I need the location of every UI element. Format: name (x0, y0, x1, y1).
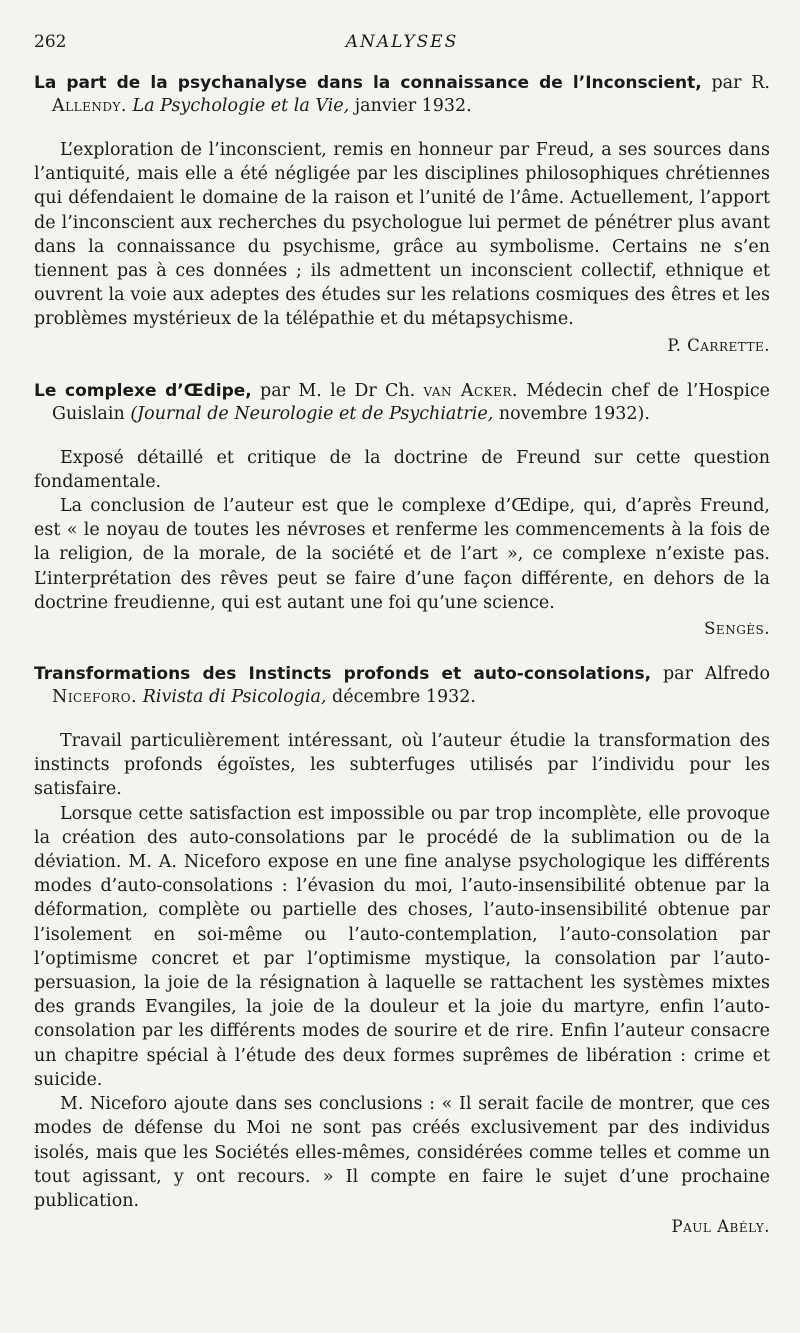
review-title: Le complexe d’Œdipe, (34, 380, 252, 401)
author-initial: R. (751, 73, 770, 93)
review-signature: Paul Abély. (671, 1217, 770, 1237)
review-signature: Sengès. (704, 619, 770, 639)
review-source: La Psychologie et la Vie, (132, 96, 350, 116)
review-paragraph: Travail particulièrement intéressant, où l’auteur étudie la transformation des instincts profonds égoïstes, les subterfuges utilisés par l’individu pour les satisfaire. (34, 731, 770, 800)
review-date: janvier 1932. (354, 96, 472, 116)
review-date: décembre 1932. (332, 687, 476, 708)
review-source: Rivista di Psicologia, (142, 687, 327, 708)
review-by: par (711, 73, 742, 93)
review-signature: P. Carrette. (667, 335, 770, 355)
author-name: Allendy. (52, 96, 127, 116)
review-paragraph: Exposé détaillé et critique de la doctrine de Freund sur cette question fondamentale. (34, 447, 770, 492)
review-paragraph: L’exploration de l’inconscient, remis en honneur par Freud, a ses sources dans l’antiquité, mais elle a été négligée par les disciplines philosophiques chrétiennes qui défendaient le domaine de la raison et l’unité de l’âme. Actuellement, l’apport de l’inconscient aux recherches du psychologue lui permet de pénétrer plus avant dans la connaissance du psychisme, grâce au symbolisme. Certains ne s’en tiennent pas à ces données ; ils admettent un inconscient collectif, ethnique et ouvrent la voie aux adeptes des études sur les relations cosmiques des êtres et les problèmes mystérieux de la télépathie et du métapsychisme. (34, 140, 770, 330)
review-heading (34, 380, 770, 426)
review-allendy (34, 72, 770, 358)
review-niceforo (34, 663, 770, 1239)
review-title: La part de la psychanalyse dans la connaissance de l’Inconscient, (34, 73, 702, 93)
review-van-acker (34, 380, 770, 641)
page-number: 262 (34, 32, 67, 52)
author-name: Niceforo. (52, 687, 138, 708)
review-paragraph: M. Niceforo ajoute dans ses conclusions : « Il serait facile de montrer, que ces modes de défense du Moi ne sont pas créés exclusivement par des individus isolés, mais que les Sociétés elles-mêmes, considérées comme telles et comme un tout agissant, y ont recours. » Il compte en faire le sujet d’une prochaine publication. (34, 1094, 770, 1211)
running-title: ANALYSES (345, 32, 459, 52)
review-heading (34, 663, 770, 709)
review-by: par M. le Dr Ch. (260, 380, 416, 401)
review-by: par Alfredo (662, 664, 770, 685)
review-source: (Journal de Neurologie et de Psychiatrie, (130, 403, 494, 424)
review-paragraph: Lorsque cette satisfaction est impossible ou par trop incomplète, elle provoque la création des auto-consolations par le procédé de la sublimation ou de la déviation. M. A. Niceforo expose en une fine analyse psychologique les différents modes d’auto-consolations : l’évasion du moi, l’auto-insensibilité obtenue par la déformation, complète ou partielle des choses, l’auto-insensibilité obtenue par l’isolement en soi-même ou l’auto-contemplation, l’auto-consolation par l’optimisme concret et par l’optimisme mystique, la consolation par l’auto-persuasion, la joie de la résignation à laquelle se rattachent les systèmes mixtes des grands Evangiles, la joie de la douleur et la joie du martyre, enfin l’auto-consolation par les différents modes de sourire et de rire. Enfin l’auteur consacre un chapitre spécial à l’étude des deux formes suprêmes de libération : crime et suicide. (34, 803, 770, 1090)
review-title: Transformations des Instincts profonds et auto-consolations, (34, 664, 652, 685)
author-affiliation: Médecin chef de l’Hospice Guislain (52, 380, 770, 424)
review-paragraph: La conclusion de l’auteur est que le complexe d’Œdipe, qui, d’après Freund, est « le noyau de toutes les névroses et renferme les commencements à la fois de la religion, de la morale, de la société et de l’art », ce complexe n’existe pas. L’interprétation des rêves peut se faire d’une façon différente, en dehors de la doctrine freudienne, qui est autant une foi qu’une science. (34, 496, 770, 613)
review-heading (34, 72, 770, 118)
author-name: van Acker. (423, 380, 518, 401)
review-date: novembre 1932). (498, 403, 650, 424)
running-head (34, 28, 770, 56)
